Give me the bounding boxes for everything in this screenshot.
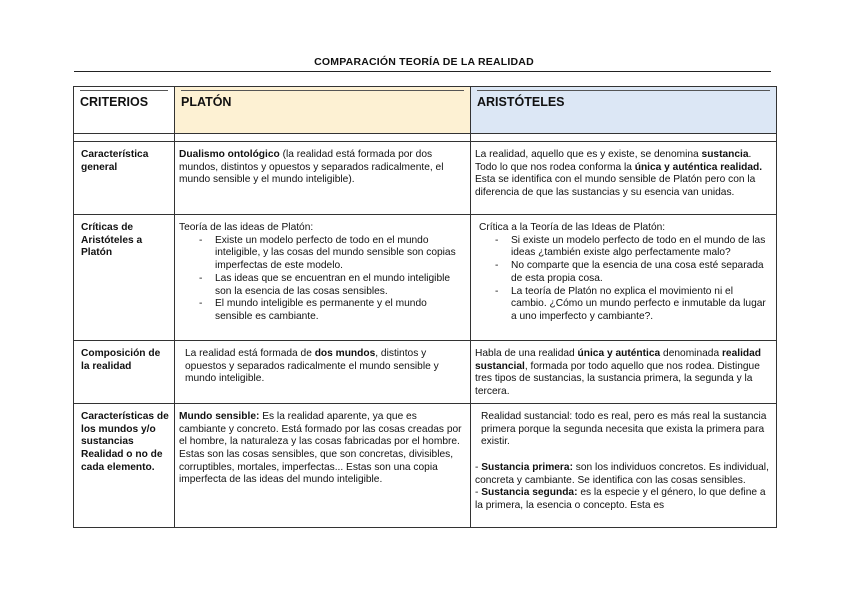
list-item: - Las ideas que se encuentran en el mundo inteligible son la esencia de las cosas sensibles. [215,273,464,298]
list-item: - No comparte que la esencia de una cosa esté separada de esta propia cosa. [511,260,770,285]
comparison-table [73,86,777,528]
table-row [74,403,777,527]
criterion-cell: Composición de la realidad [74,341,175,404]
platon-cell: Teoría de las ideas de Platón: - Existe un modelo perfecto de todo en el mundo inteligible, y las cosas del mundo sensible son copias imperfectas de este modelo. - Las ideas que se encuentran en el mundo inteligible son la esencia de las cosas sensibles. - El mundo inteligible es permanente y el mundo sensible es cambiante. [175,215,471,341]
list-item: - La teoría de Platón no explica el movimiento ni el cambio. ¿Cómo un mundo perfecto e inmutable da lugar a uno imperfecto y cambiante?. [511,286,770,324]
header-aristoteles: ARISTÓTELES [471,87,777,134]
header-platon: PLATÓN [175,87,471,134]
criterion-cell: Características de los mundos y/o sustancias Realidad o no de cada elemento. [74,403,175,527]
spacer-row [74,134,777,142]
list-item: - El mundo inteligible es permanente y el mundo sensible es cambiante. [215,298,464,323]
platon-cell: Mundo sensible: Es la realidad aparente, ya que es cambiante y concreto. Está formado por las cosas creadas por el hombre, la naturaleza y las cosas fabricadas por el hombre. Estas son las cosas sensibles, que son concretas, divisibles, corruptibles, mortales, imperfectas... Estas son una copia imperfecta de las ideas del mundo inteligible. [175,403,471,527]
header-criterios: CRITERIOS [74,87,175,134]
title-rule [74,71,771,72]
table-row [74,142,777,215]
aristoteles-cell: Crítica a la Teoría de las Ideas de Platón: - Si existe un modelo perfecto de todo en el mundo de las ideas ¿también existe algo perfectamente malo? - No comparte que la esencia de una cosa esté separada de esta propia cosa. - La teoría de Platón no explica el movimiento ni el cambio. ¿Cómo un mundo perfecto e inmutable da lugar a uno imperfecto y cambiante?. [471,215,777,341]
table-row [74,215,777,341]
header-row [74,87,777,134]
aristoteles-cell: Habla de una realidad única y auténtica denominada realidad sustancial, formada por todo aquello que nos rodea. Distingue tres tipos de sustancias, la sustancia primera, la segunda y la tercera. [471,341,777,404]
criterion-cell: Críticas de Aristóteles a Platón [74,215,175,341]
list-item: - Existe un modelo perfecto de todo en el mundo inteligible, y las cosas del mundo sensible son copias imperfectas de este modelo. [215,235,464,273]
platon-cell: La realidad está formada de dos mundos, distintos y opuestos y separados radicalmente el mundo sensible y mundo inteligible. [175,341,471,404]
aristoteles-cell: La realidad, aquello que es y existe, se denomina sustancia. Todo lo que nos rodea conforma la única y auténtica realidad. Esta se identifica con el mundo sensible de Platón pero con la diferencia de que las sustancias y su esencia van unidas. [471,142,777,215]
table-row [74,341,777,404]
page-title: COMPARACIÓN TEORÍA DE LA REALIDAD [314,56,534,68]
platon-cell: Dualismo ontológico (la realidad está formada por dos mundos, distintos y opuestos y separados radicalmente, el mundo sensible y el mundo inteligible). [175,142,471,215]
list-item: - Si existe un modelo perfecto de todo en el mundo de las ideas ¿también existe algo perfectamente malo? [511,235,770,260]
criterion-cell: Característica general [74,142,175,215]
aristoteles-cell: Realidad sustancial: todo es real, pero es más real la sustancia primera porque la segunda necesita que exista la primera para existir. - Sustancia primera: son los individuos concretos. Es individual, concreta y cambiante. Se identifica con las cosas sensibles. - Sustancia segunda: es la especie y el género, lo que define a la primera, la esencia o concepto. Esta es [471,403,777,527]
